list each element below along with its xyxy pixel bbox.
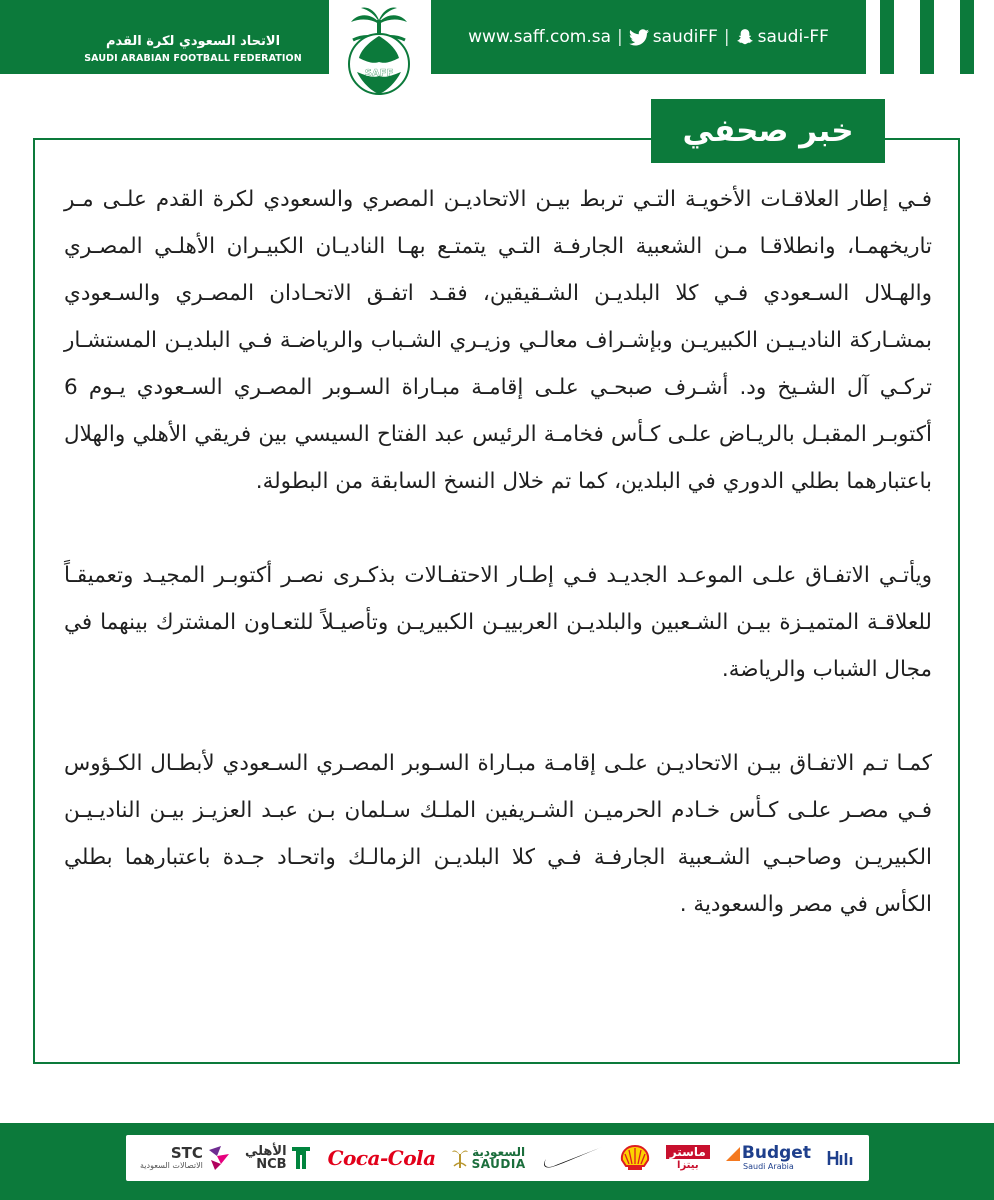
sponsor-master-pizza-name: ماستر: [666, 1145, 710, 1159]
saudia-palm-icon: [452, 1146, 468, 1170]
decor-stripe: [920, 0, 934, 74]
saff-logo: [331, 6, 427, 98]
logo-text: SAFF: [364, 68, 394, 79]
ncb-logo-icon: [290, 1145, 312, 1171]
sponsor-budget-name: Budget: [741, 1143, 811, 1163]
snapchat-handle: saudi-FF: [757, 27, 829, 47]
article-paragraph: ويأتـي الاتفـاق علـى الموعـد الجديـد فـي إطـار الاحتفـالات بذكـرى نصـر أكتوبـر المجيـد وتعميقـاً للعلاقـة المتميـزة بيـن الشـعبين والبلديـن العربييـن الكبيريـن وتأصيـلاً للتعـاون المشترك بينهما في مجال الشباب والرياضة.: [64, 563, 932, 682]
sponsor-hilton: [827, 1147, 855, 1169]
article-paragraph: فـي إطار العلاقـات الأخويـة التـي تربط بيـن الاتحاديـن المصري والسعودي لكرة القدم علـى مـر تاريخهمـا، وانطلاقـا مـن الشعبية الجارفـة التـي يتمتـع بهـا الناديـان الكبيـران الأهلـي المصـري والهـلال السـعودي فـي كلا البلديـن الشـقيقين، فقـد اتفـق الاتحـادان المصـري والسـعودي بمشـاركة الناديـيـن الكبيريـن وبإشـراف معالـي وزيـري الشـباب والرياضـة فـي البلديـن المستشـار تركـي آل الشـيخ ود. أشـرف صبحـي علـى إقامـة مبـاراة السـوبر المصـري السـعودي يـوم 6 أكتوبـر المقبـل بالريـاض علـى كـأس فخامـة الرئيس عبد الفتاح السيسي بين فريقي الأهلي والهلال باعتبارهما بطلي الدوري في البلدين، كما تم خلال النسخ السابقة من البطولة.: [64, 187, 932, 494]
sponsor-ncb-name: الأهلي: [244, 1144, 287, 1159]
federation-name-arabic: الاتحاد السعودي لكرة القدم: [105, 34, 281, 49]
article-body: [64, 176, 932, 928]
stc-logo-icon: [207, 1146, 229, 1170]
decor-stripe: [960, 0, 974, 74]
sponsor-coca-cola-name: Coca-Cola: [327, 1146, 436, 1170]
federation-name-english: SAUDI ARABIAN FOOTBALL FEDERATION: [84, 53, 302, 64]
twitter-handle: saudiFF: [652, 27, 718, 47]
sponsor-shell: [620, 1144, 650, 1172]
sponsor-budget: [726, 1145, 811, 1171]
sponsor-ncb-sub: NCB: [256, 1157, 287, 1172]
nike-swoosh-icon: [542, 1145, 604, 1171]
website-link[interactable]: [468, 27, 611, 47]
page-title: خبر صحفي: [651, 99, 885, 163]
sponsor-saudia-name: السعودية: [472, 1145, 526, 1159]
twitter-bird-icon: [629, 29, 649, 46]
sponsor-stc-sub: الاتصالات السعودية: [140, 1161, 203, 1170]
separator: |: [723, 27, 730, 47]
article-paragraph: كمـا تـم الاتفـاق بيـن الاتحاديـن علـى إقامـة مبـاراة السـوبر المصـري السـعودي لأبطـال الكـؤوس فـي مصـر علـى كـأس خـادم الحرميـن الشـريفين الملـك سـلمان بـن عبـد العزيـز بيـن الناديـيـن الكبيريـن وصاحبـي الشـعبية الجارفـة فـي كلا البلديـن الزمالـك واتحـاد جـدة باعتبارهما بطلي الكأس في مصر والسعودية .: [64, 751, 932, 917]
snapchat-link[interactable]: [736, 27, 829, 47]
sponsor-master-pizza-sub: بيتزا: [677, 1160, 699, 1171]
budget-logo-icon: [726, 1147, 740, 1161]
hilton-logo-icon: [827, 1147, 855, 1169]
snapchat-ghost-icon: [736, 28, 754, 46]
sponsor-budget-sub: Saudi Arabia: [743, 1162, 794, 1171]
sponsor-nike: [542, 1145, 604, 1171]
sponsor-stc-name: STC: [170, 1144, 203, 1162]
social-links: [431, 0, 866, 74]
twitter-link[interactable]: [629, 27, 718, 47]
sponsor-coca-cola: [328, 1148, 436, 1168]
decor-stripe: [880, 0, 894, 74]
sponsor-master-pizza: [666, 1145, 710, 1171]
sponsor-saudia-sub: SAUDIA: [471, 1157, 526, 1171]
sponsor-ncb: [245, 1145, 312, 1171]
sponsors-strip: [126, 1135, 869, 1181]
website-text: www.saff.com.sa: [468, 27, 612, 47]
sponsor-saudia: [452, 1146, 526, 1170]
shell-pecten-icon: [620, 1144, 650, 1172]
sponsor-stc: [140, 1146, 229, 1170]
separator: |: [617, 27, 623, 47]
